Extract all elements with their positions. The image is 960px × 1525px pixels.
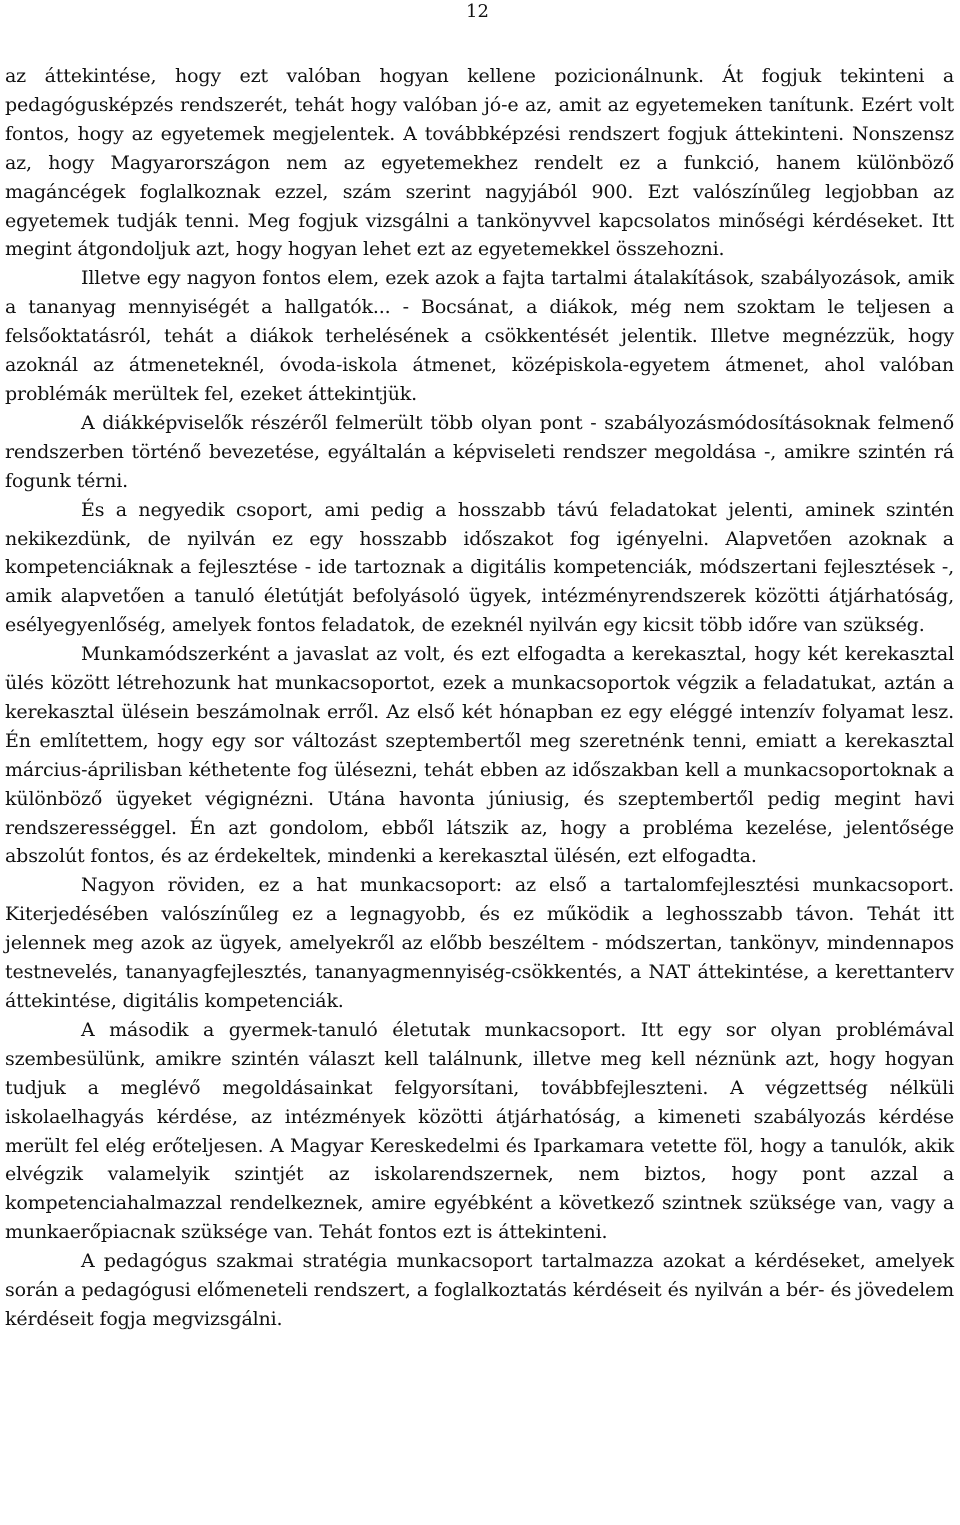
paragraph: az áttekintése, hogy ezt valóban hogyan kellene pozicionálnunk. Át fogjuk tekinteni a pedagógusképzés rendszerét, tehát hogy valóban jó-e az, amit az egyetemeken tanítunk. Ezért volt fontos, hogy az egyetemek megjelentek. A továbbképzési rendszert fogjuk áttekinteni. Nonszensz az, hogy Magyarországon nem az egyetemekhez rendelt ez a funkció, hanem különböző magáncégek foglalkoznak ezzel, szám szerint nagyjából 900. Ezt valószínűleg legjobban az egyetemek tudják tenni. Meg fogjuk vizsgálni a tankönyvvel kapcsolatos minőségi kérdéseket. Itt megint átgondoljuk azt, hogy hogyan lehet ezt az egyetemekkel összehozni. <box>5 65 954 261</box>
document-body <box>5 62 954 1334</box>
paragraph: És a negyedik csoport, ami pedig a hosszabb távú feladatokat jelenti, aminek szintén nekikezdünk, de nyilván ez egy hosszabb időszakot fog igényelni. Alapvetően azoknak a kompetenciáknak a fejlesztése - ide tartoznak a digitális kompetenciák, módszertani fejlesztések -, amik alapvetően a tanuló életútját befolyásoló ügyek, intézményrendszerek közötti átjárhatóság, esélyegyenlőség, amelyek fontos feladatok, de ezeknél nyilván egy kicsit több időre van szükség. <box>5 498 954 637</box>
paragraph: A pedagógus szakmai stratégia munkacsoport tartalmazza azokat a kérdéseket, amelyek során a pedagógusi előmeneteli rendszert, a foglalkoztatás kérdéseit és nyilván a bér- és jövedelem kérdéseit fogja megvizsgálni. <box>5 1250 954 1330</box>
paragraph: A második a gyermek-tanuló életutak munkacsoport. Itt egy sor olyan problémával szembesülünk, amikre szintén választ kell találnunk, illetve meg kell néznünk azt, hogy hogyan tudjuk a meglévő megoldásainkat felgyorsítani, továbbfejleszteni. A végzettség nélküli iskolaelhagyás kérdése, az intézmények közötti átjárhatóság, a kimeneti szabályozás kérdése merült fel elég erőteljesen. A Magyar Kereskedelmi és Iparkamara vetette föl, hogy a tanulók, akik elvégzik valamelyik szintjét az iskolarendszernek, nem biztos, hogy pont azzal a kompetenciahalmazzal rendelkeznek, amire egyébként a következő szintnek szüksége van, vagy a munkaerőpiacnak szüksége van. Tehát fontos ezt is áttekinteni. <box>5 1018 954 1244</box>
paragraph: A diákképviselők részéről felmerült több olyan pont - szabályozásmódosításoknak felmenő rendszerben történő bevezetése, egyáltalán a képviseleti rendszer megoldása -, amikre szintén rá fogunk térni. <box>5 411 954 492</box>
paragraph: Munkamódszerként a javaslat az volt, és ezt elfogadta a kerekasztal, hogy két kerekasztal ülés között létrehozunk hat munkacsoportot, ezek a munkacsoportok végzik a feladatukat, aztán a kerekasztal ülésein beszámolnak erről. Az első két hónapban ez egy eléggé intenzív folyamat lesz. Én említettem, hogy egy sor változást szeptembertől meg szeretnénk tenni, emiatt a kerekasztal március-áprilisban kéthetente fog ülésezni, tehát ebben az időszakban kell a munkacsoportoknak a különböző ügyeket végignézni. Utána havonta júniusig, és szeptembertől pedig megint havi rendszerességgel. Én azt gondolom, ebből látszik az, hogy a probléma kezelése, jelentősége abszolút fontos, és az érdekeltek, mindenki a kerekasztal ülésén, ezt elfogadta. <box>5 643 954 868</box>
page-number: 12 <box>466 1 489 22</box>
paragraph: Nagyon röviden, ez a hat munkacsoport: az első a tartalomfejlesztési munkacsoport. Kiterjedésében valószínűleg ez a legnagyobb, és ez működik a leghosszabb távon. Tehát itt jelennek meg azok az ügyek, amelyekről az előbb beszéltem - módszertan, tankönyv, mindennapos testnevelés, tananyagfejlesztés, tananyagmennyiség-csökkentés, a NAT áttekintése, a kerettanterv áttekintése, digitális kompetenciák. <box>5 874 954 1012</box>
paragraph: Illetve egy nagyon fontos elem, ezek azok a fajta tartalmi átalakítások, szabályozások, amik a tananyag mennyiségét a hallgatók... - Bocsánat, a diákok, még nem szoktam le teljesen a felsőoktatásról, tehát a diákok terhelésének a csökkentését jelentik. Illetve megnézzük, hogy azoknál az átmeneteknél, óvoda-iskola átmenet, középiskola-egyetem átmenet, ahol valóban problémák merültek fel, ezeket áttekintjük. <box>5 267 954 405</box>
